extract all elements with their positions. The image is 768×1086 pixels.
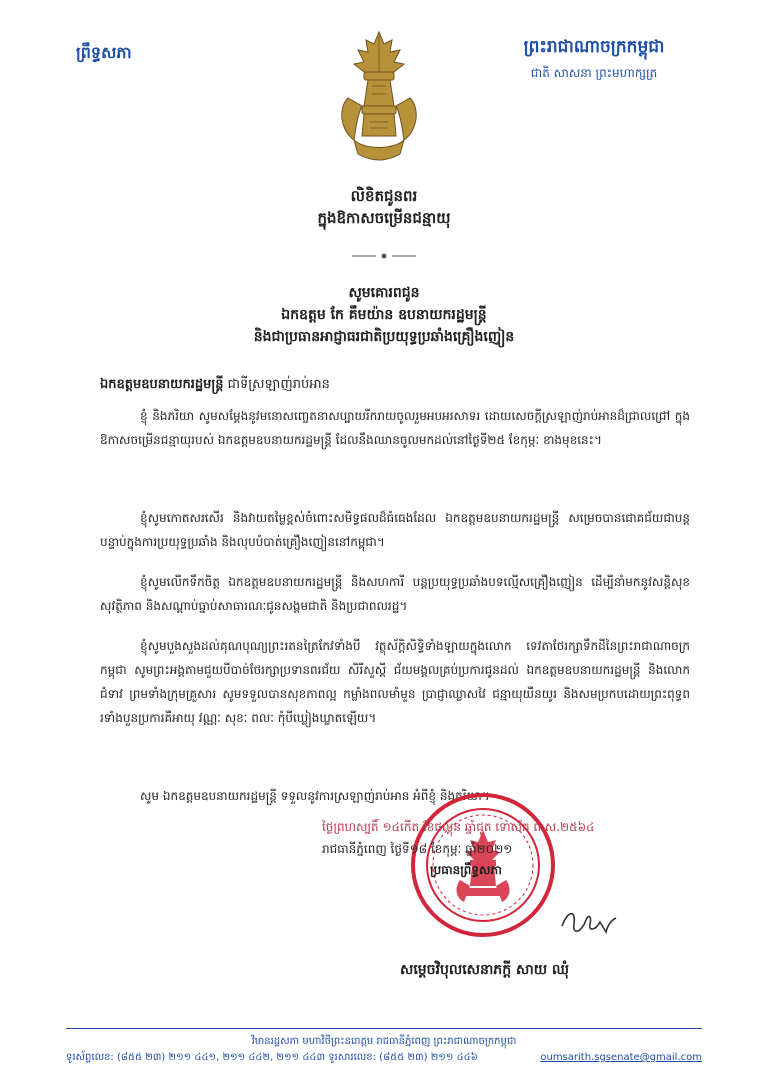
handwritten-signature-icon bbox=[558, 902, 618, 942]
kingdom-header bbox=[484, 36, 704, 83]
paragraph-1-text: ខ្ញុំ និងភរិយា សូមសម្តែងនូវមនោសញ្ចេតនាសប្បាយរីករាយចូលរួមអបអរសាទរ ដោយសេចក្តីស្រឡាញ់រាប់អានដ៏ជ្រាលជ្រៅ ក្នុងឱកាសចម្រើនជន្មាយុរបស់ ឯកឧត្តមឧបនាយករដ្ឋមន្ត្រី ដែលនឹងឈានចូលមកដល់នៅថ្ងៃទី២៥ ខែកុម្ភៈ ខាងមុខនេះ។ bbox=[100, 409, 690, 447]
kingdom-title: ព្រះរាជាណាចក្រកម្ពុជា bbox=[523, 37, 665, 57]
ornament-divider-icon bbox=[350, 252, 418, 260]
recipient-line-2: ឯកឧត្តម កែ គឹមយ៉ាន ឧបនាយករដ្ឋមន្ត្រី bbox=[281, 307, 487, 323]
title-line-1: លិខិតជូនពរ bbox=[350, 187, 418, 205]
letterhead-footer bbox=[66, 1034, 702, 1066]
footer-address: វិមានរដ្ឋសភា មហាវិថីព្រះនរោត្តម រាជធានីភ្នំពេញ ព្រះរាជាណាចក្រកម្ពុជា bbox=[251, 1036, 517, 1047]
paragraph-1 bbox=[100, 404, 690, 452]
title-line-2: ក្នុងឱកាសចម្រើនជន្មាយុ bbox=[317, 209, 451, 227]
footer-email-link[interactable]: oumsarith.sgsenate@gmail.com bbox=[540, 1052, 702, 1063]
signer-title: ប្រធានព្រឹទ្ធសភា bbox=[430, 863, 502, 877]
paragraph-2-text: ខ្ញុំសូមកោតសរសើរ និងវាយតម្លៃខ្ពស់ចំពោះសមិទ្ធផលដ៏ធំធេងដែល ឯកឧត្តមឧបនាយករដ្ឋមន្ត្រី សម្រេចបានជោគជ័យជាបន្តបន្ទាប់ក្នុងការប្រយុទ្ធប្រឆាំង និងលុបបំបាត់គ្រឿងញៀននៅកម្ពុជា។ bbox=[100, 511, 690, 549]
date-block bbox=[322, 816, 712, 860]
paragraph-4-text: ខ្ញុំសូមបួងសួងដល់គុណបុណ្យព្រះរតនត្រៃកែវទាំងបី វត្ថុស័ក្តិសិទ្ធិទាំងឡាយក្នុងលោក ទេវតាថែរក្សាទឹកដីនៃព្រះរាជាណាចក្រកម្ពុជា សូមព្រះអង្គតាមជួយបីបាច់ថែរក្សាប្រទានពរជ័យ សិរីសួស្តី ជ័យមង្គលគ្រប់ប្រការជូនដល់ ឯកឧត្តមឧបនាយករដ្ឋមន្ត្រី និងលោកជំទាវ ព្រមទាំងក្រុមគ្រួសារ សូមទទួលបានសុខភាពល្អ កម្លាំងពលមាំមួន ប្រាជ្ញាឈ្លាសវៃ ជន្មាយុយឺនយូរ និងសមប្រកបដោយព្រះពុទ្ធពរទាំងបួនប្រការគឺអាយុ វណ្ណៈ សុខៈ ពលៈ កុំបីឃ្លៀងឃ្លាតឡើយ។ bbox=[100, 639, 690, 725]
paragraph-3-text: ខ្ញុំសូមលើកទឹកចិត្ត ឯកឧត្តមឧបនាយករដ្ឋមន្ត្រី និងសហការី បន្តប្រយុទ្ធប្រឆាំងបទល្មើសគ្រឿងញៀន ដើម្បីនាំមកនូវសន្តិសុខ សុវត្ថិភាព និងសណ្តាប់ធ្នាប់សាធារណៈជូនសង្គមជាតិ និងប្រជាពលរដ្ឋ។ bbox=[100, 575, 690, 613]
salutation bbox=[100, 376, 330, 395]
royal-emblem-icon bbox=[334, 28, 424, 168]
gregorian-date: រាជធានីភ្នំពេញ ថ្ងៃទី១៨ ខែកុម្ភៈ ឆ្នាំ២០២១ bbox=[322, 842, 513, 856]
salutation-rest: ជាទីស្រឡាញ់រាប់អាន bbox=[223, 377, 330, 392]
recipient-line-1: សូមគោរពជូន bbox=[348, 285, 420, 301]
salutation-bold: ឯកឧត្តមឧបនាយករដ្ឋមន្ត្រី bbox=[100, 377, 224, 392]
recipient-line-3: និងជាប្រធានអាជ្ញាធរជាតិប្រយុទ្ធប្រឆាំងគ្រឿងញៀន bbox=[253, 329, 515, 345]
paragraph-2 bbox=[100, 506, 690, 554]
footer-phone: ទូរស័ព្ទលេខ: (៨៥៥ ២៣) ២១១ ៤៤១, ២១១ ៤៤២, ២១១ ៤៤៣ ទូរសារលេខ: (៨៥៥ ២៣) ២១១ ៤៤៦ bbox=[66, 1052, 478, 1063]
paragraph-4 bbox=[100, 634, 690, 730]
paragraph-5 bbox=[100, 784, 690, 808]
signer-name: សម្តេចវិបុលសេនាភក្តី សាយ ឈុំ bbox=[400, 962, 570, 978]
paragraph-3 bbox=[100, 570, 690, 618]
footer-contact-row bbox=[66, 1050, 702, 1066]
lunar-date: ថ្ងៃព្រហស្បតិ៍ ១៤កើត ខែផល្គុន ឆ្នាំជូត ទោស័ក ព.ស.២៥៦៤ bbox=[322, 820, 595, 834]
kingdom-motto: ជាតិ សាសនា ព្រះមហាក្សត្រ bbox=[530, 66, 658, 80]
recipient-block bbox=[0, 282, 768, 348]
senate-label: ព្រឹទ្ធសភា bbox=[76, 43, 132, 62]
footer-divider bbox=[66, 1028, 702, 1029]
letter-title bbox=[0, 185, 768, 229]
paragraph-5-text: សូម ឯកឧត្តមឧបនាយករដ្ឋមន្ត្រី ទទួលនូវការស្រឡាញ់រាប់អាន អំពីខ្ញុំ និងភរិយា។ bbox=[140, 789, 490, 803]
